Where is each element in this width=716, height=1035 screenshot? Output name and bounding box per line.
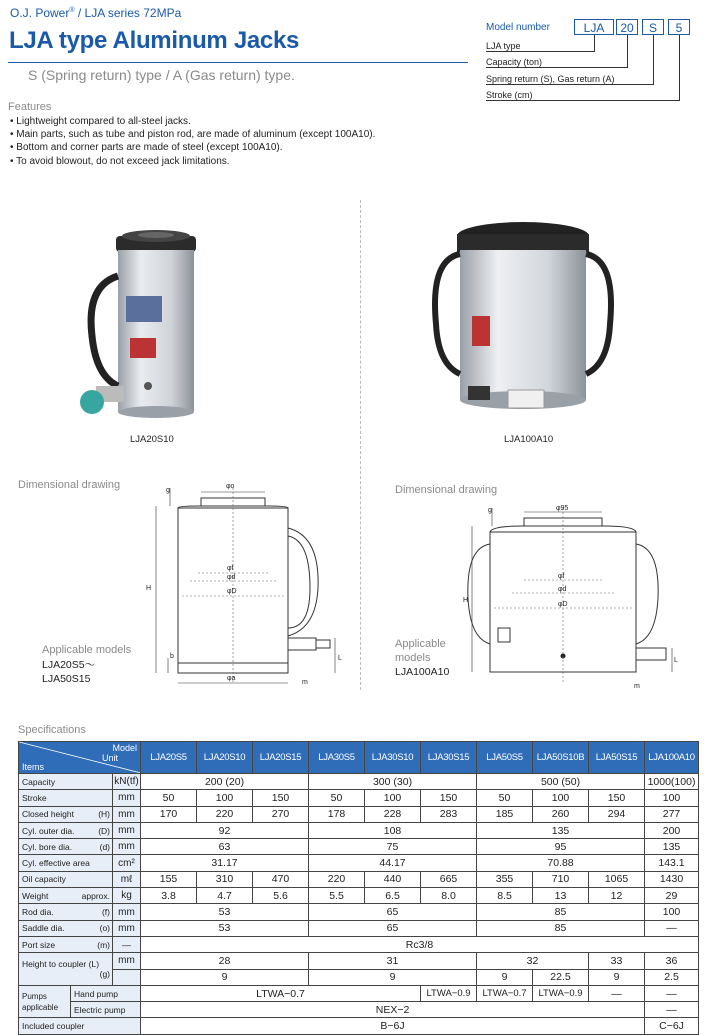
dim-label: φf — [558, 573, 565, 580]
dim-label: φd — [558, 586, 567, 593]
cell: — — [645, 1002, 699, 1018]
model-header: LJA20S15 — [253, 742, 309, 774]
dim-label: g — [166, 487, 170, 494]
cell: 170 — [141, 806, 197, 822]
row-unit: mm — [113, 822, 141, 838]
row-label-text: applicable — [22, 1002, 59, 1012]
model-code-return: S — [642, 19, 664, 35]
header-unit: Unit — [102, 753, 119, 763]
cell: 70.88 — [477, 855, 645, 871]
cell: 100 — [533, 790, 589, 806]
row-label-text: Weight — [22, 890, 49, 901]
cell: 75 — [309, 839, 477, 855]
dimensional-drawing-left — [138, 478, 348, 693]
row-unit: mm — [113, 920, 141, 936]
cell: 277 — [645, 806, 699, 822]
model-header: LJA50S15 — [589, 742, 645, 774]
cell: 9 — [141, 969, 309, 985]
row-symbol: (o) — [99, 923, 110, 934]
applicable-models-label-left: Applicable models — [42, 644, 132, 656]
product-caption-left: LJA20S10 — [130, 434, 174, 445]
cell: 300 (30) — [309, 774, 477, 790]
row-sublabel: Hand pump — [71, 985, 141, 1001]
row-unit: — — [113, 936, 141, 952]
cell: 33 — [589, 953, 645, 969]
model-code-capacity: 20 — [616, 19, 638, 35]
cell: 12 — [589, 888, 645, 904]
row-label — [19, 985, 71, 1018]
cell: 31 — [309, 953, 477, 969]
leader-line — [486, 100, 680, 101]
cell: 3.8 — [141, 888, 197, 904]
cell: 9 — [589, 969, 645, 985]
leader-line — [679, 35, 680, 100]
row-unit: kg — [113, 888, 141, 904]
dim-label: φf — [227, 565, 234, 572]
row-sublabel: Electric pump — [71, 1002, 141, 1018]
product-image-lja20s10 — [78, 226, 208, 426]
table-row — [19, 920, 699, 936]
cell: 283 — [421, 806, 477, 822]
row-unit: mm — [113, 904, 141, 920]
row-unit-empty — [113, 969, 141, 985]
cell: 50 — [141, 790, 197, 806]
dim-label: φo — [226, 483, 235, 490]
legend-capacity: Capacity (ton) — [486, 57, 543, 67]
model-header: LJA30S15 — [421, 742, 477, 774]
dim-label: L — [338, 655, 342, 662]
cell: 355 — [477, 871, 533, 887]
row-label-text: Saddle dia. — [22, 923, 65, 934]
table-row — [19, 904, 699, 920]
cell: 470 — [253, 871, 309, 887]
cell: 36 — [645, 953, 699, 969]
row-label-text: Cyl. bore dia. — [22, 841, 73, 852]
cell: 8.0 — [421, 888, 477, 904]
row-symbol: (g) — [99, 969, 110, 980]
row-unit: mm — [113, 953, 141, 969]
cell: 200 (20) — [141, 774, 309, 790]
cell: LTWA−0.7 — [141, 985, 421, 1001]
table-row — [19, 871, 699, 887]
cell: 65 — [309, 904, 477, 920]
cell: 44.17 — [309, 855, 477, 871]
row-unit: mm — [113, 806, 141, 822]
cell: 95 — [477, 839, 645, 855]
row-label — [19, 888, 113, 904]
feature-item: • Lightweight compared to all-steel jacks. — [10, 115, 375, 128]
cell: 710 — [533, 871, 589, 887]
brand-line — [10, 6, 181, 20]
cell: 65 — [309, 920, 477, 936]
cell: LTWA−0.9 — [421, 985, 477, 1001]
leader-line — [627, 35, 628, 67]
cell: 228 — [365, 806, 421, 822]
cell: Rc3/8 — [141, 936, 699, 952]
cell: 4.7 — [197, 888, 253, 904]
header-corner — [19, 742, 141, 774]
leader-line — [486, 67, 628, 68]
row-unit: cm² — [113, 855, 141, 871]
cell: LTWA−0.9 — [533, 985, 589, 1001]
row-label — [19, 806, 113, 822]
cell: 220 — [197, 806, 253, 822]
series-name: / LJA series 72MPa — [74, 6, 182, 20]
row-symbol: (d) — [99, 841, 110, 852]
model-header: LJA20S10 — [197, 742, 253, 774]
dim-label: H — [146, 585, 152, 592]
cell: 53 — [141, 920, 309, 936]
leader-line — [486, 84, 654, 85]
cell: 150 — [589, 790, 645, 806]
legend-return: Spring return (S), Gas return (A) — [486, 74, 615, 84]
cell: 32 — [477, 953, 589, 969]
dimensional-drawing-right — [462, 498, 682, 698]
leader-line — [594, 35, 595, 51]
cell: 185 — [477, 806, 533, 822]
legend-type: LJA type — [486, 41, 521, 51]
cell: 100 — [197, 790, 253, 806]
cell: 50 — [309, 790, 365, 806]
cell: — — [589, 985, 645, 1001]
cell: LTWA−0.7 — [477, 985, 533, 1001]
cell: 8.5 — [477, 888, 533, 904]
cell: 85 — [477, 920, 645, 936]
row-label: Cyl. effective area — [19, 855, 113, 871]
dimensional-heading-right: Dimensional drawing — [395, 484, 498, 496]
feature-item: • To avoid blowout, do not exceed jack limitations. — [10, 155, 375, 168]
cell: 200 — [645, 822, 699, 838]
row-label — [19, 839, 113, 855]
page-title: LJA type Aluminum Jacks — [9, 27, 300, 54]
row-label: Capacity — [19, 774, 113, 790]
table-row — [19, 953, 699, 969]
cell: 22.5 — [533, 969, 589, 985]
cell: 135 — [477, 822, 645, 838]
row-label: Oil capacity — [19, 871, 113, 887]
dim-label: m — [634, 683, 640, 690]
leader-line — [653, 35, 654, 84]
feature-item: • Main parts, such as tube and piston rod, are made of aluminum (except 100A10). — [10, 128, 375, 141]
row-label — [19, 904, 113, 920]
cell: 665 — [421, 871, 477, 887]
model-header: LJA30S10 — [365, 742, 421, 774]
cell: 29 — [645, 888, 699, 904]
cell: 13 — [533, 888, 589, 904]
table-row — [19, 969, 699, 985]
table-row — [19, 936, 699, 952]
cell: 63 — [141, 839, 309, 855]
table-header-row — [19, 742, 699, 774]
row-label-text: Port size — [22, 939, 56, 950]
legend-stroke: Stroke (cm) — [486, 90, 533, 100]
cell: 31.17 — [141, 855, 309, 871]
cell: C−6J — [645, 1018, 699, 1034]
cell: 135 — [645, 839, 699, 855]
registered-mark: ® — [69, 7, 75, 14]
dim-label: φD — [227, 588, 237, 595]
table-row — [19, 822, 699, 838]
dim-label: L — [674, 657, 678, 664]
model-header: LJA30S5 — [309, 742, 365, 774]
product-image-lja100a10 — [428, 214, 618, 424]
title-rule — [8, 62, 468, 63]
cell: 92 — [141, 822, 309, 838]
cell: 270 — [253, 806, 309, 822]
dim-label: b — [170, 653, 174, 660]
cell: 440 — [365, 871, 421, 887]
row-unit: mℓ — [113, 871, 141, 887]
cell: 2.5 — [645, 969, 699, 985]
feature-item: • Bottom and corner parts are made of steel (except 100A10). — [10, 141, 375, 154]
brand-name: O.J. Power — [10, 6, 70, 20]
row-label-text: Height to coupler — [22, 959, 87, 970]
row-symbol: (D) — [98, 825, 110, 836]
row-symbol: (f) — [101, 907, 110, 918]
table-row — [19, 1018, 699, 1034]
cell: 220 — [309, 871, 365, 887]
model-header: LJA50S5 — [477, 742, 533, 774]
cell: — — [645, 985, 699, 1001]
cell: 1065 — [589, 871, 645, 887]
model-header: LJA50S10B — [533, 742, 589, 774]
cell: B−6J — [141, 1018, 645, 1034]
table-row — [19, 839, 699, 855]
model-header: LJA100A10 — [645, 742, 699, 774]
row-label — [19, 936, 113, 952]
cell: 50 — [477, 790, 533, 806]
applicable-model: LJA50S15 — [42, 673, 91, 685]
cell: 294 — [589, 806, 645, 822]
model-code-type: LJA — [574, 19, 614, 35]
row-label-text: Cyl. outer dia. — [22, 825, 75, 836]
section-divider — [360, 200, 361, 690]
row-label: Included coupler — [19, 1018, 141, 1034]
row-label — [19, 953, 113, 986]
cell: 260 — [533, 806, 589, 822]
features-list — [10, 115, 375, 168]
cell: 6.5 — [365, 888, 421, 904]
row-unit: mm — [113, 790, 141, 806]
cell: 178 — [309, 806, 365, 822]
page-subtitle: S (Spring return) type / A (Gas return) type. — [28, 67, 295, 83]
features-heading: Features — [8, 101, 52, 113]
cell: 100 — [645, 790, 699, 806]
cell: 28 — [141, 953, 309, 969]
row-symbol: (m) — [97, 939, 110, 950]
table-row — [19, 855, 699, 871]
model-header: LJA20S5 — [141, 742, 197, 774]
row-label-text: Rod dia. — [22, 907, 54, 918]
cell: 5.5 — [309, 888, 365, 904]
cell: 1000(100) — [645, 774, 699, 790]
table-row — [19, 1002, 699, 1018]
table-row — [19, 985, 699, 1001]
row-label-text: Closed height — [22, 809, 74, 820]
row-label: Stroke — [19, 790, 113, 806]
cell: 143.1 — [645, 855, 699, 871]
cell: 100 — [365, 790, 421, 806]
row-symbol: (L) — [88, 959, 100, 970]
cell: 150 — [421, 790, 477, 806]
row-label — [19, 822, 113, 838]
cell: 150 — [253, 790, 309, 806]
row-unit: mm — [113, 839, 141, 855]
cell: 1430 — [645, 871, 699, 887]
specifications-table — [18, 741, 699, 1035]
cell: 108 — [309, 822, 477, 838]
applicable-model: LJA20S5～ — [42, 659, 96, 671]
applicable-models-label-right: models — [395, 652, 431, 664]
cell: 310 — [197, 871, 253, 887]
dim-label: g — [488, 507, 492, 514]
cell: 100 — [645, 904, 699, 920]
cell: 85 — [477, 904, 645, 920]
cell: — — [645, 920, 699, 936]
applicable-models-label-right: Applicable — [395, 638, 446, 650]
row-symbol: (H) — [98, 809, 110, 820]
row-unit: kN(tf) — [113, 774, 141, 790]
dim-label: φ95 — [556, 505, 569, 512]
cell: 9 — [477, 969, 533, 985]
table-row — [19, 888, 699, 904]
dim-label: φd — [227, 574, 236, 581]
cell: 5.6 — [253, 888, 309, 904]
dimensional-heading-left: Dimensional drawing — [18, 479, 121, 491]
dim-label: H — [463, 597, 469, 604]
table-row — [19, 774, 699, 790]
cell: 500 (50) — [477, 774, 645, 790]
dim-label: φa — [227, 675, 236, 682]
model-number-label: Model number — [486, 22, 550, 33]
dim-label: m — [302, 679, 308, 686]
dim-label: φD — [558, 601, 568, 608]
cell: NEX−2 — [141, 1002, 645, 1018]
specifications-heading: Specifications — [18, 724, 86, 736]
cell: 9 — [309, 969, 477, 985]
header-items: Items — [22, 762, 45, 772]
header-model: Model — [112, 743, 138, 753]
cell: 155 — [141, 871, 197, 887]
row-label-suffix: approx. — [81, 890, 110, 901]
cell: 53 — [141, 904, 309, 920]
row-label — [19, 920, 113, 936]
table-row — [19, 790, 699, 806]
leader-line — [486, 51, 595, 52]
applicable-model: LJA100A10 — [395, 666, 450, 678]
model-code-stroke: 5 — [668, 19, 690, 35]
product-caption-right: LJA100A10 — [504, 434, 554, 445]
row-label-text: Pumps — [22, 991, 47, 1001]
table-row — [19, 806, 699, 822]
